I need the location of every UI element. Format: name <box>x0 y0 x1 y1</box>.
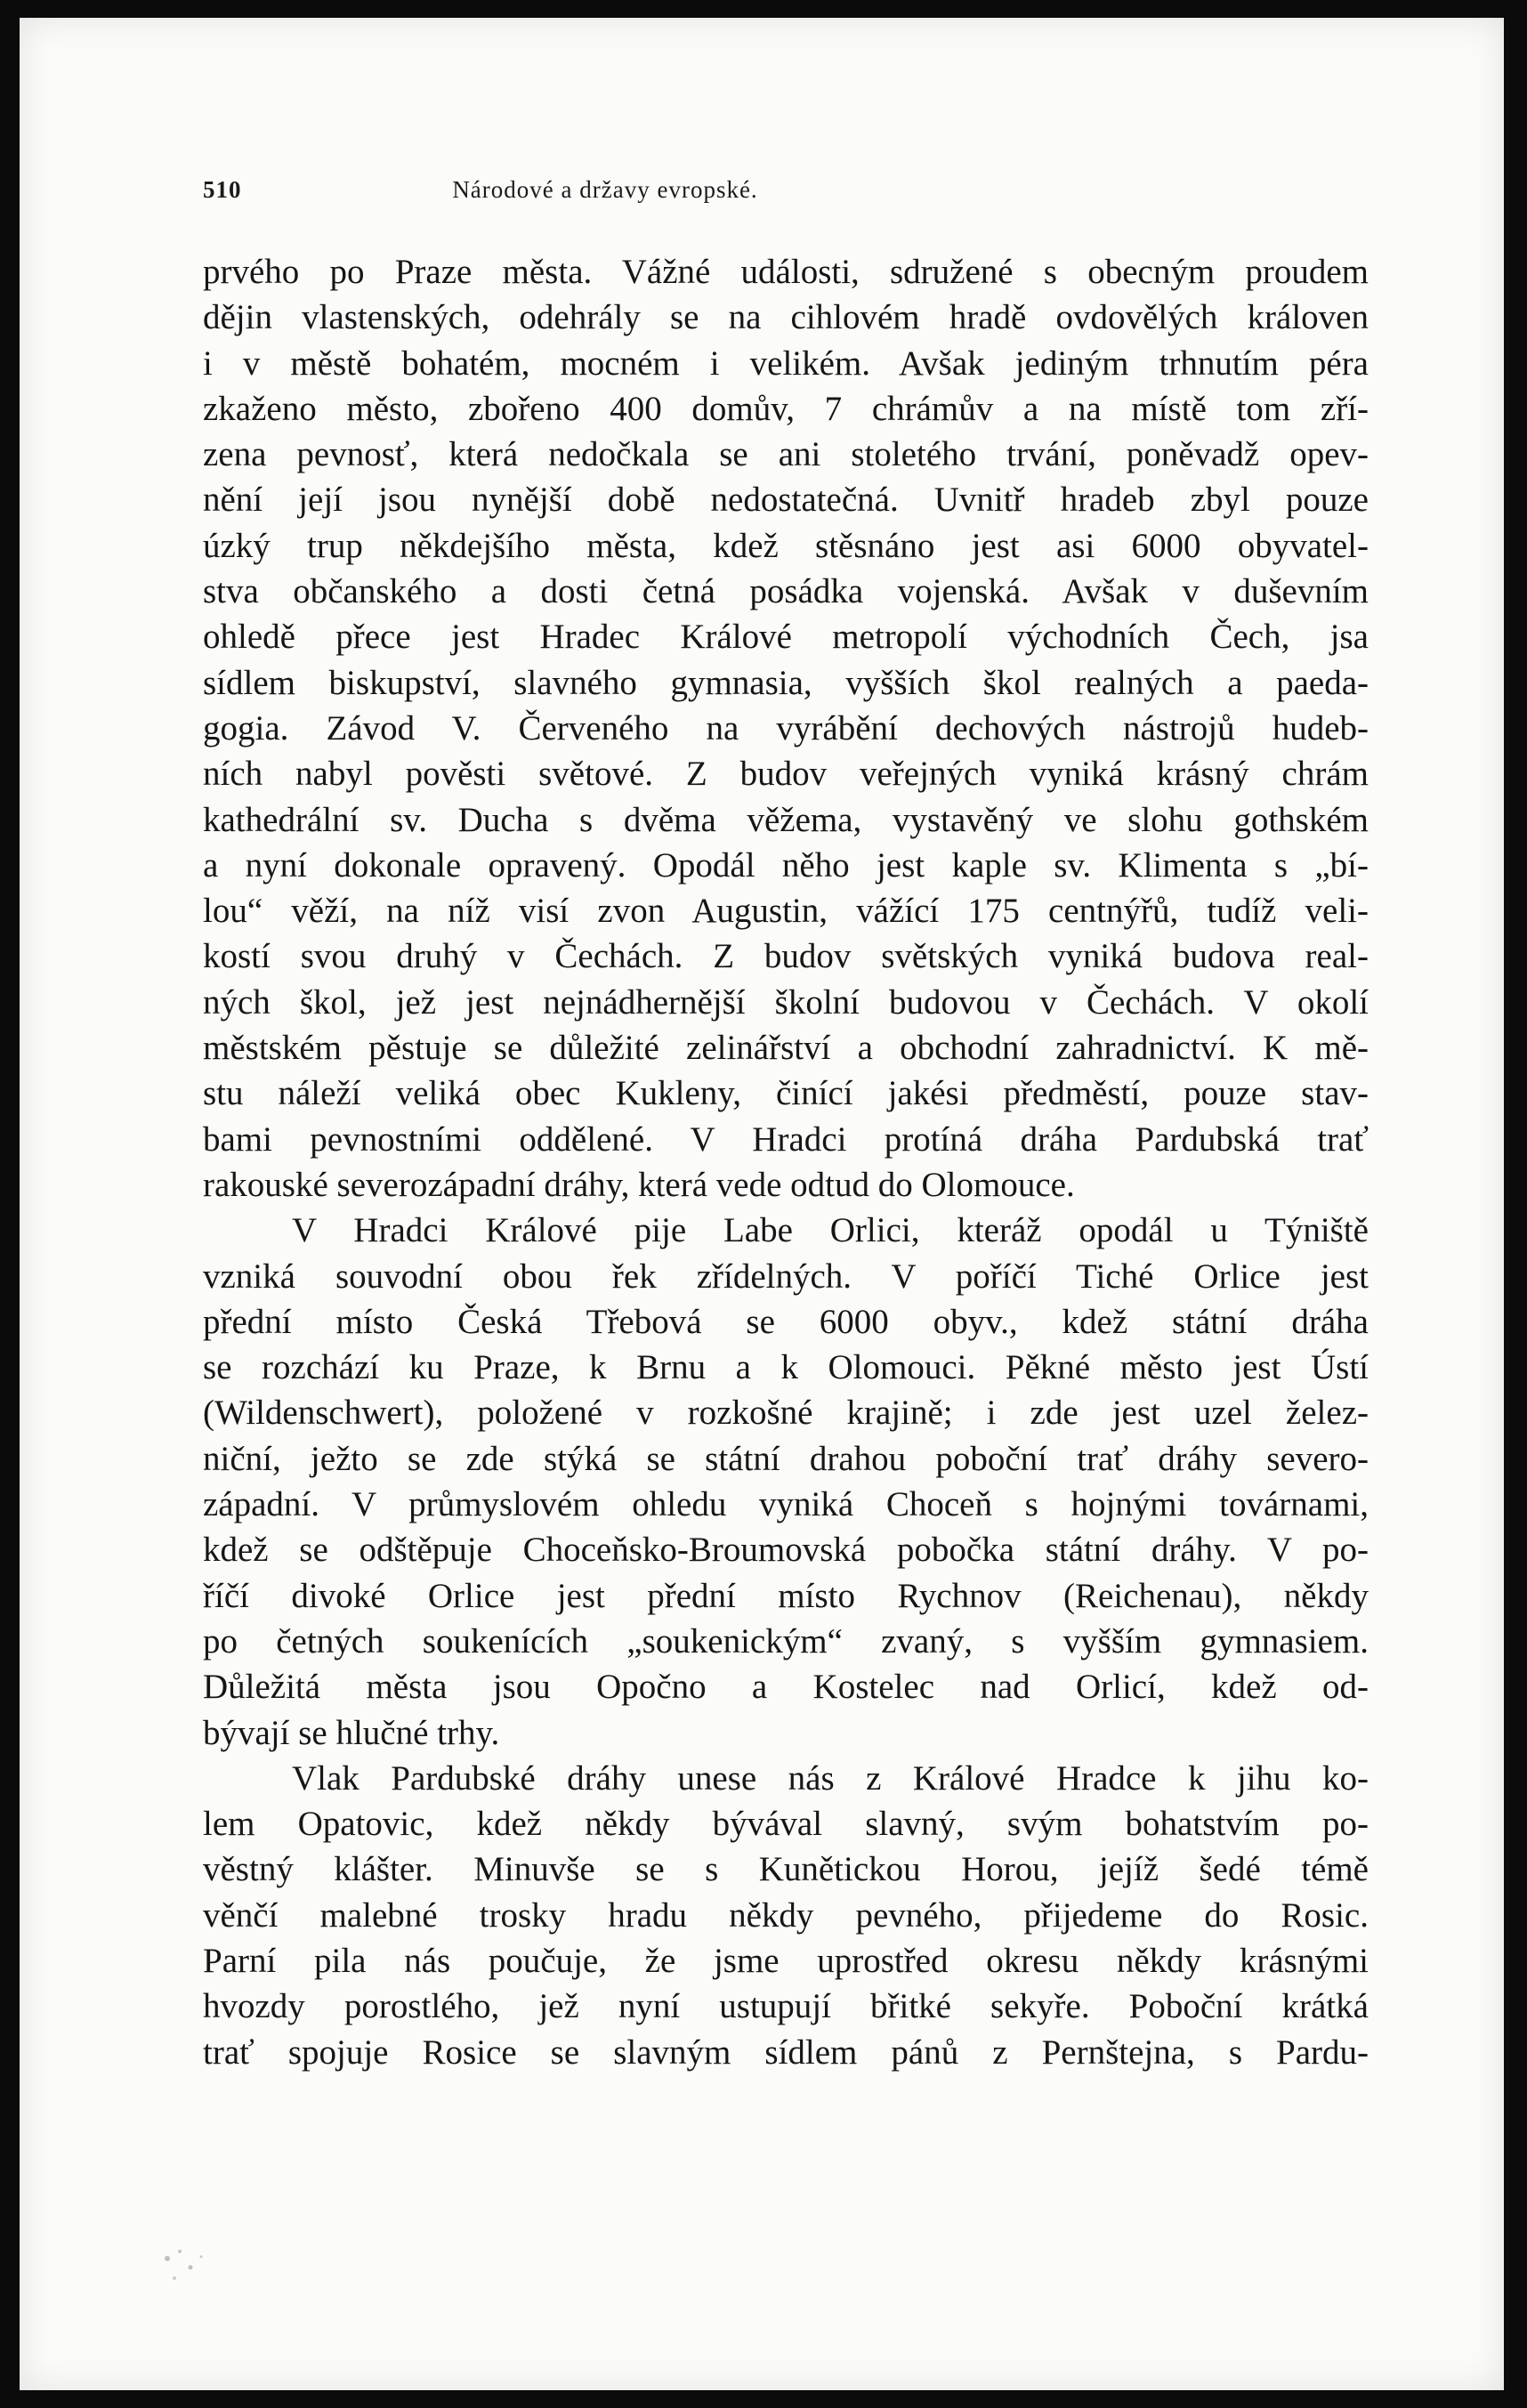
text-line: bami pevnostními oddělené. V Hradci protíná dráha Pardubská trať <box>203 1119 1369 1159</box>
text-line: trať spojuje Rosice se slavným sídlem pánů z Pernštejna, s Pardu- <box>203 2032 1369 2072</box>
text-line: po četných soukenících „soukenickým“ zvaný, s vyšším gymnasiem. <box>203 1621 1369 1661</box>
text-line: stva občanského a dosti četná posádka vojenská. Avšak v duševním <box>203 572 1369 611</box>
text-line: prvého po Praze města. Vážné události, sdružené s obecným proudem <box>203 253 1369 291</box>
body-text <box>203 249 1369 2075</box>
text-line: věnčí malebné trosky hradu někdy pevného, přijedeme do Rosic. <box>203 1895 1369 1935</box>
text-line: kathedrální sv. Ducha s dvěma věžema, vystavěný ve slohu gothském <box>203 800 1369 839</box>
text-line: se rozchází ku Praze, k Brnu a k Olomouci. Pěkné město jest Ústí <box>203 1348 1369 1387</box>
paragraph-start-line: Vlak Pardubské dráhy unese nás z Králové Hradce k jihu ko- <box>292 1758 1369 1798</box>
text-line: lem Opatovic, kdež někdy bývával slavný, svým bohatstvím po- <box>203 1805 1369 1844</box>
page-number: 510 <box>203 176 242 203</box>
text-line: ních nabyl pověsti světové. Z budov veřejných vyniká krásný chrám <box>203 755 1369 794</box>
text-line: západní. V průmyslovém ohledu vyniká Choceň s hojnými továrnami, <box>203 1485 1369 1524</box>
text-line: stu náleží veliká obec Kukleny, činící jakési předměstí, pouze stav- <box>203 1074 1369 1113</box>
text-line: rakouské severozápadní dráhy, která vede odtud do Olomouce. <box>203 1165 1075 1204</box>
text-line: Parní pila nás poučuje, že jsme uprostřed okresu někdy krásnými <box>203 1941 1369 1980</box>
text-line: nění její jsou nynější době nedostatečná. Uvnitř hradeb zbyl pouze <box>203 481 1369 520</box>
text-line: kostí svou druhý v Čechách. Z budov světských vyniká budova real- <box>203 937 1369 976</box>
text-line: kdež se odštěpuje Choceňsko-Broumovská pobočka státní dráhy. V po- <box>203 1531 1369 1570</box>
text-line: sídlem biskupství, slavného gymnasia, vyšších škol realných a paeda- <box>203 663 1369 702</box>
text-line: hvozdy porostlého, jež nyní ustupují břitké sekyře. Poboční krátká <box>203 1987 1369 2026</box>
text-line: úzký trup někdejšího města, kdež stěsnáno jest asi 6000 obyvatel- <box>203 526 1369 565</box>
text-line: přední místo Česká Třebová se 6000 obyv., kdež státní dráha <box>203 1302 1369 1341</box>
text-line: a nyní dokonale opravený. Opodál něho jest kaple sv. Klimenta s „bí- <box>203 845 1369 885</box>
running-title: Národové a državy evropské. <box>452 176 758 203</box>
text-line: bývají se hlučné trhy. <box>203 1713 500 1752</box>
text-line: říčí divoké Orlice jest přední místo Rychnov (Reichenau), někdy <box>203 1576 1369 1615</box>
text-line: dějin vlastenských, odehrály se na cihlovém hradě ovdovělých královen <box>203 298 1369 337</box>
text-line: městském pěstuje se důležité zelinářství a obchodní zahradnictví. K mě- <box>203 1029 1369 1068</box>
text-line: ohledě přece jest Hradec Králové metropolí východních Čech, jsa <box>203 618 1369 657</box>
text-line: (Wildenschwert), položené v rozkošné krajině; i zde jest uzel želez- <box>203 1394 1369 1433</box>
text-line: Důležitá města jsou Opočno a Kostelec nad Orlicí, kdež od- <box>203 1668 1369 1707</box>
paragraph-start-line: V Hradci Králové pije Labe Orlici, kteráž opodál u Týniště <box>292 1211 1369 1250</box>
text-line: i v městě bohatém, mocném i velikém. Avšak jediným trhnutím péra <box>203 343 1369 383</box>
text-line: zkaženo město, zbořeno 400 domův, 7 chrámův a na místě tom zří- <box>203 389 1369 428</box>
text-line: niční, ježto se zde stýká se státní drahou poboční trať dráhy severo- <box>203 1439 1369 1478</box>
text-line: zena pevnosť, která nedočkala se ani stoletého trvání, poněvadž opev- <box>203 435 1369 474</box>
text-line: vzniká souvodní obou řek zřídelných. V poříčí Tiché Orlice jest <box>203 1257 1369 1296</box>
text-line: lou“ věží, na níž visí zvon Augustin, vážící 175 centnýřů, tudíž veli- <box>203 892 1369 931</box>
text-line: věstný klášter. Minuvše se s Kunětickou Horou, jejíž šedé témě <box>203 1850 1369 1889</box>
paper-blemish <box>149 2232 230 2303</box>
text-line: gogia. Závod V. Červeného na vyrábění dechových nástrojů hudeb- <box>203 708 1369 747</box>
text-line: ných škol, jež jest nejnádhernější školní budovou v Čechách. V okolí <box>203 982 1369 1022</box>
page-header <box>203 176 1007 212</box>
